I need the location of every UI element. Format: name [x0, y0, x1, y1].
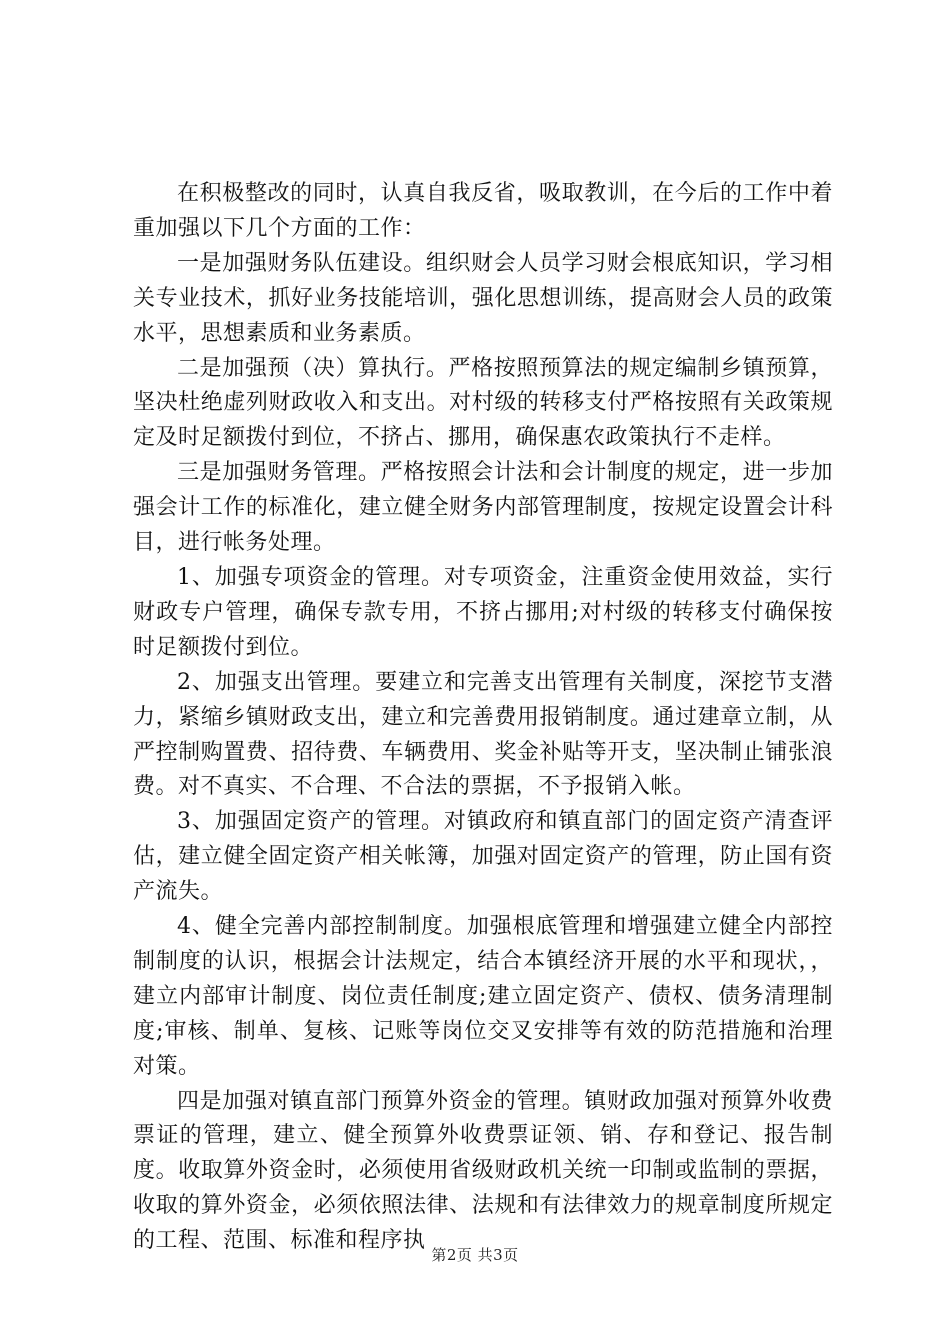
paragraph-subpoint-4: 4、健全完善内部控制制度。加强根底管理和增强建立健全内部控制制度的认识，根据会计法规定，结合本镇经济开展的水平和现状，，建立内部审计制度、岗位责任制度;建立固定资产、债权、债务清理制度;审核、制单、复核、记账等岗位交叉安排等有效的防范措施和治理对策。 — [133, 914, 833, 1079]
paragraph-subpoint-1: 1、加强专项资金的管理。对专项资金，注重资金使用效益，实行财政专户管理，确保专款专用，不挤占挪用;对村级的转移支付确保按时足额拨付到位。 — [133, 564, 833, 660]
paragraph-subpoint-2: 2、加强支出管理。要建立和完善支出管理有关制度，深挖节支潜力，紧缩乡镇财政支出，建立和完善费用报销制度。通过建章立制，从严控制购置费、招待费、车辆费用、奖金补贴等开支，坚决制止铺张浪费。对不真实、不合理、不合法的票据，不予报销入帐。 — [133, 669, 833, 800]
paragraph-subpoint-3: 3、加强固定资产的管理。对镇政府和镇直部门的固定资产清查评估，建立健全固定资产相关帐簿，加强对固定资产的管理，防止国有资产流失。 — [133, 809, 833, 905]
page-number-footer: 第2页 共3页 — [431, 1246, 519, 1264]
paragraph-point-3: 三是加强财务管理。严格按照会计法和会计制度的规定，进一步加强会计工作的标准化，建立健全财务内部管理制度，按规定设置会计科目，进行帐务处理。 — [133, 460, 833, 556]
paragraph-intro: 在积极整改的同时，认真自我反省，吸取教训，在今后的工作中着重加强以下几个方面的工作： — [133, 181, 833, 241]
document-body — [133, 177, 833, 1259]
paragraph-point-2: 二是加强预（决）算执行。严格按照预算法的规定编制乡镇预算，坚决杜绝虚列财政收入和支出。对村级的转移支付严格按照有关政策规定及时足额拨付到位，不挤占、挪用，确保惠农政策执行不走样。 — [133, 355, 833, 451]
paragraph-point-1: 一是加强财务队伍建设。组织财会人员学习财会根底知识，学习相关专业技术，抓好业务技能培训，强化思想训练，提高财会人员的政策水平，思想素质和业务素质。 — [133, 250, 833, 346]
paragraph-point-4: 四是加强对镇直部门预算外资金的管理。镇财政加强对预算外收费票证的管理，建立、健全预算外收费票证领、销、存和登记、报告制度。收取算外资金时，必须使用省级财政机关统一印制或监制的票据，收取的算外资金，必须依照法律、法规和有法律效力的规章制度所规定的工程、范围、标准和程序执 — [133, 1088, 833, 1254]
